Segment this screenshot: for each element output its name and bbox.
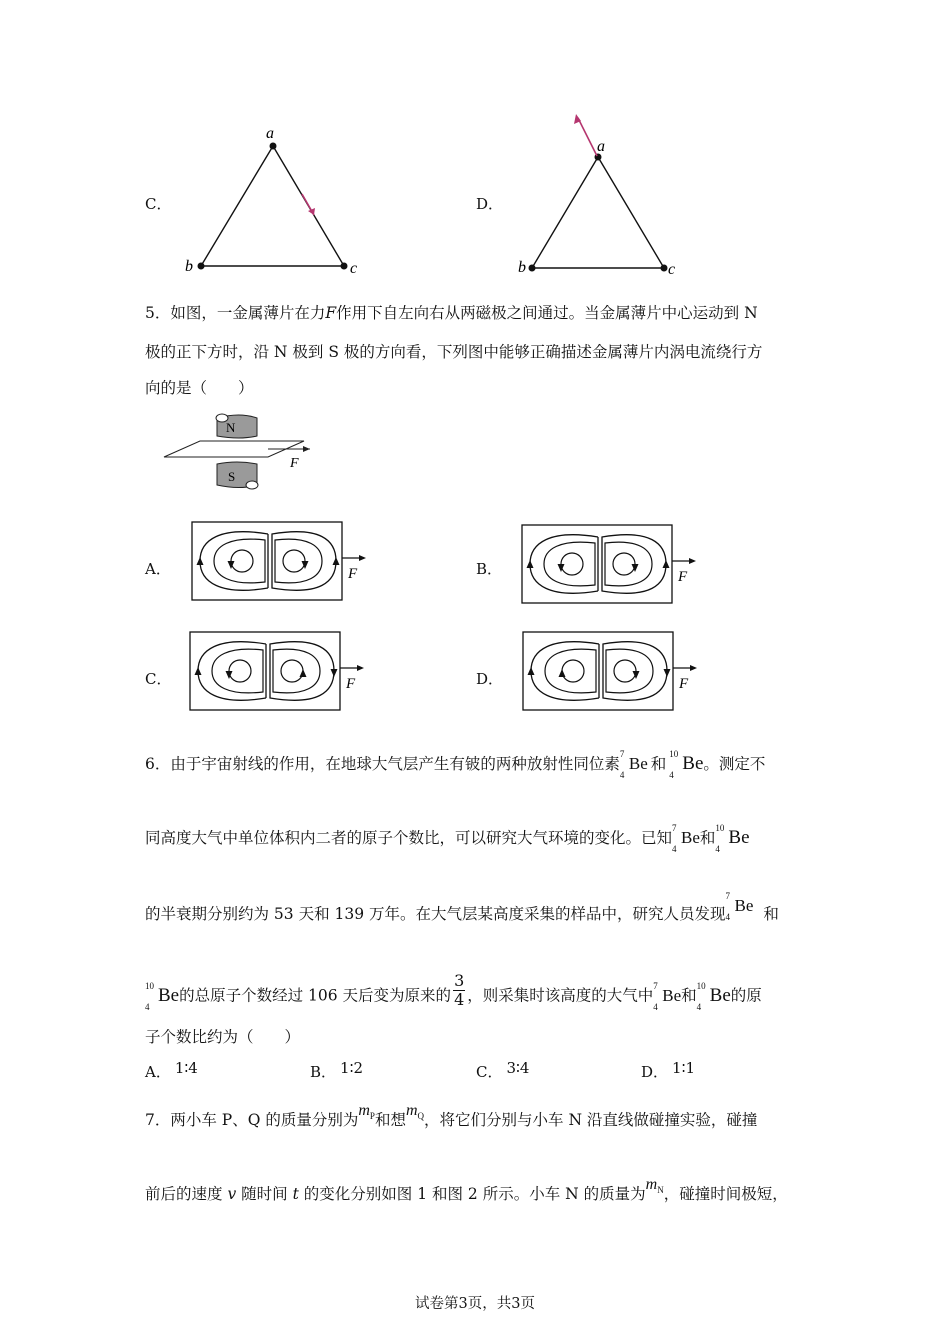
mass-n: $m_N$ [645, 1176, 664, 1195]
q4-option-c-label: C． [145, 195, 172, 213]
magnet-s-label: S [228, 469, 236, 484]
q6-line-5: 子个数比约为（ ） [145, 1028, 301, 1046]
q6-line-3: 的半衰期分别约为 53 天和 139 万年。在大气层某高度采集的样品中，研究人员发现 7 4 Be 和 [145, 891, 779, 923]
fraction-three-quarters: $\frac{3}{4}$ [454, 971, 465, 1009]
be10-nuclide: 10 4 Be [669, 749, 704, 780]
label-a: a [597, 138, 605, 155]
q6-option-c: C． 3∶4 [476, 1059, 530, 1081]
q5-option-b-label: B． [476, 560, 503, 578]
svg-text:F: F [346, 676, 356, 692]
q5-option-d-label: D． [476, 670, 504, 688]
mass-q: $m_Q$ [405, 1102, 425, 1121]
q5-line-1: 5．如图，一金属薄片在力F作用下自左向右从两磁极之间通过。当金属薄片中心运动到 N [145, 304, 758, 322]
q5-option-d-diagram [521, 630, 711, 715]
vertex-b [529, 265, 536, 272]
label-a: a [266, 125, 274, 142]
svg-text:F: F [678, 569, 688, 585]
q5-line-3: 向的是（ ） [145, 379, 254, 397]
q6-option-d: D． 1∶1 [641, 1059, 696, 1081]
label-b: b [518, 259, 526, 276]
q7-line-2: 前后的速度 v 随时间 t 的变化分别如图 1 和图 2 所示。小车 N 的质量为$m_N$，碰撞时间极短， [145, 1176, 788, 1203]
be7-nuclide: 7 4 Be [725, 891, 754, 922]
label-b: b [185, 258, 193, 275]
force-label: F [290, 456, 299, 471]
q6-line-2: 同高度大气中单位体积内二者的原子个数比，可以研究大气环境的变化。已知 7 4 Be和 10 4 Be [145, 823, 750, 854]
be7-nuclide: 7 4 Be [653, 980, 682, 1012]
be7-nuclide: 7 4 Be [672, 823, 700, 854]
vertex-c [341, 263, 348, 270]
page-footer: 试卷第3页，共3页 [415, 1296, 535, 1312]
be10-nuclide: 10 4 Be [145, 980, 180, 1012]
vertex-c [661, 265, 668, 272]
q6-option-a: A． 1∶4 [145, 1059, 198, 1081]
force-arrow [578, 118, 597, 156]
q5-magnet-setup [160, 410, 320, 495]
be10-nuclide: 10 4 Be [696, 980, 731, 1012]
q5-line-2: 极的正下方时，沿 N 极到 S 极的方向看，下列图中能够正确描述金属薄片内涡电流绕行方 [145, 343, 763, 361]
q4-option-d-label: D． [476, 195, 504, 213]
q4-option-c-diagram [180, 115, 370, 285]
vertex-b [198, 263, 205, 270]
q6-option-b: B． 1∶2 [310, 1059, 364, 1081]
magnet-n-label: N [226, 420, 236, 435]
be7-nuclide: 7 4 Be [619, 749, 648, 780]
mass-p: $m_P$ [358, 1102, 375, 1121]
vertex-a [270, 143, 277, 150]
q5-option-b-diagram [520, 523, 710, 608]
q7-line-1: 7．两小车 P、Q 的质量分别为$m_P$和想$m_Q$，将它们分别与小车 N 沿直线做碰撞实验，碰撞 [145, 1102, 758, 1129]
q6-line-4: 10 4 Be的总原子个数经过 106 天后变为原来的 $\frac{3}{4}$ ，则采集时该高度的大气中 7 4 Be和 10 4 Be的原 [145, 971, 762, 1012]
svg-text:F: F [348, 566, 358, 582]
q5-option-c-label: C． [145, 670, 172, 688]
q5-option-a-diagram [190, 520, 380, 605]
q5-option-a-label: A． [145, 560, 171, 578]
q4-option-d-diagram [510, 108, 700, 283]
q6-line-1: 6．由于宇宙射线的作用，在地球大气层产生有铍的两种放射性同位素 7 4 Be 和 10 4 Be。测定不 [145, 749, 766, 780]
label-c: c [350, 260, 358, 277]
svg-text:F: F [679, 676, 689, 692]
q5-option-c-diagram [188, 630, 378, 715]
label-c: c [668, 261, 676, 278]
be10-nuclide: 10 4 Be [715, 823, 750, 854]
